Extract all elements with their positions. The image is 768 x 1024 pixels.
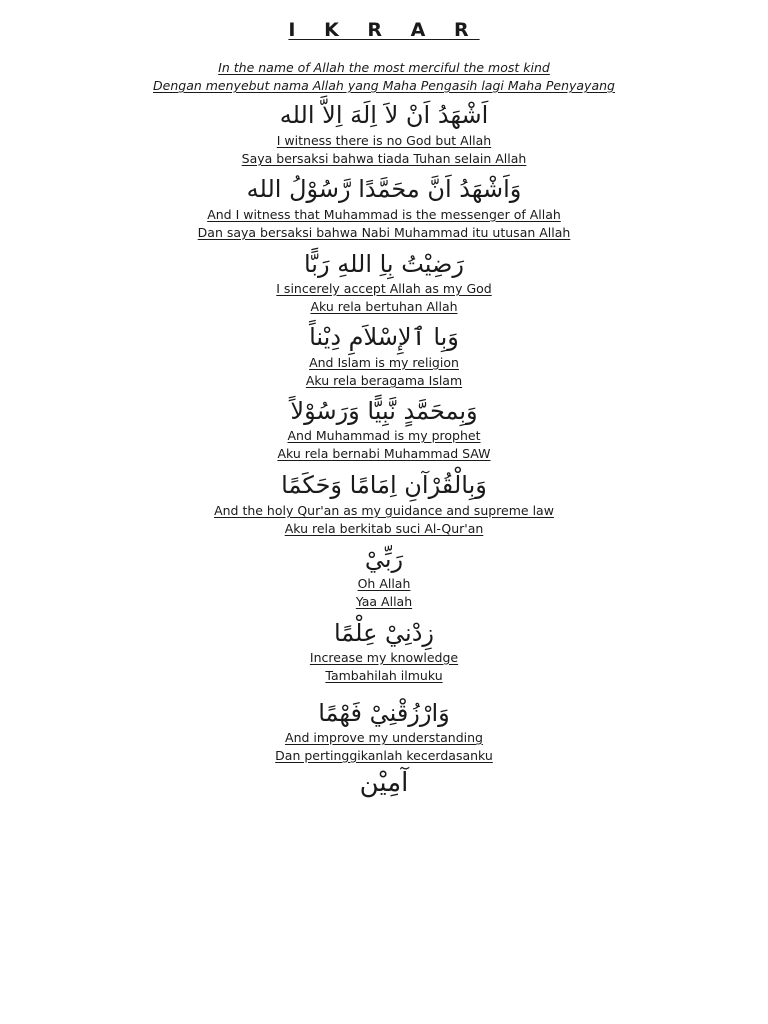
verse-3-english: I sincerely accept Allah as my God [276, 281, 492, 296]
verse-4-arabic: وَبِا ٱلإِسْلاَمِ دِيْناً [309, 323, 459, 351]
verse-8-arabic: زِدْنِيْ عِلْمًا [333, 619, 435, 647]
verse-7-arabic: رَبِّيْ [364, 545, 404, 573]
verse-4-english: And Islam is my religion [309, 355, 459, 370]
verse-9-english: And improve my understanding [285, 730, 483, 745]
verse-5-malay: Aku rela bernabi Muhammad SAW [277, 446, 491, 461]
verse-3-malay: Aku rela bertuhan Allah [310, 299, 458, 314]
verse-1-english: I witness there is no God but Allah [276, 133, 492, 148]
verse-8-english: Increase my knowledge [309, 650, 459, 665]
verse-9-arabic: وَارْزُقْنِيْ فَهْمًا [318, 699, 450, 727]
verse-3-arabic: رَضِيْتُ بِاِ اللهِ رَبًّا [303, 250, 465, 278]
verse-5-english: And Muhammad is my prophet [287, 428, 481, 443]
verse-5-arabic: وَبِمحَمَّدٍ نَّبِيًّا وَرَسُوْلاً [290, 397, 478, 425]
verse-6-arabic: وَبِالْقُرْآنِ اِمَامًا وَحَكَمًا [281, 471, 487, 499]
verse-7-english: Oh Allah [357, 576, 411, 591]
opening-english: In the name of Allah the most merciful the most kind [218, 60, 550, 75]
verse-6-malay: Aku rela berkitab suci Al-Qur'an [284, 521, 484, 536]
verse-1-arabic: اَشْهَدُ اَنْ لاَ اِلَهَ اِلاَّ الله [279, 101, 489, 129]
verse-7-malay: Yaa Allah [355, 594, 413, 609]
verse-8-malay: Tambahilah ilmuku [325, 668, 443, 683]
verse-1-malay: Saya bersaksi bahwa tiada Tuhan selain Allah [241, 151, 527, 166]
verse-2-arabic: وَاَشْهَدُ اَنَّ محَمَّدًا رَّسُوْلُ الله [246, 175, 522, 203]
opening-malay: Dengan menyebut nama Allah yang Maha Pengasih lagi Maha Penyayang [153, 78, 615, 93]
verse-9-malay: Dan pertinggikanlah kecerdasanku [275, 748, 493, 763]
verse-6-english: And the holy Qur'an as my guidance and supreme law [214, 503, 554, 518]
verse-2-malay: Dan saya bersaksi bahwa Nabi Muhammad itu utusan Allah [197, 225, 571, 240]
closing-arabic: آمِيْن [359, 768, 409, 798]
verse-2-english: And I witness that Muhammad is the messenger of Allah [207, 207, 561, 222]
verse-4-malay: Aku rela beragama Islam [305, 373, 463, 388]
page-title: I K R A R [288, 19, 480, 41]
